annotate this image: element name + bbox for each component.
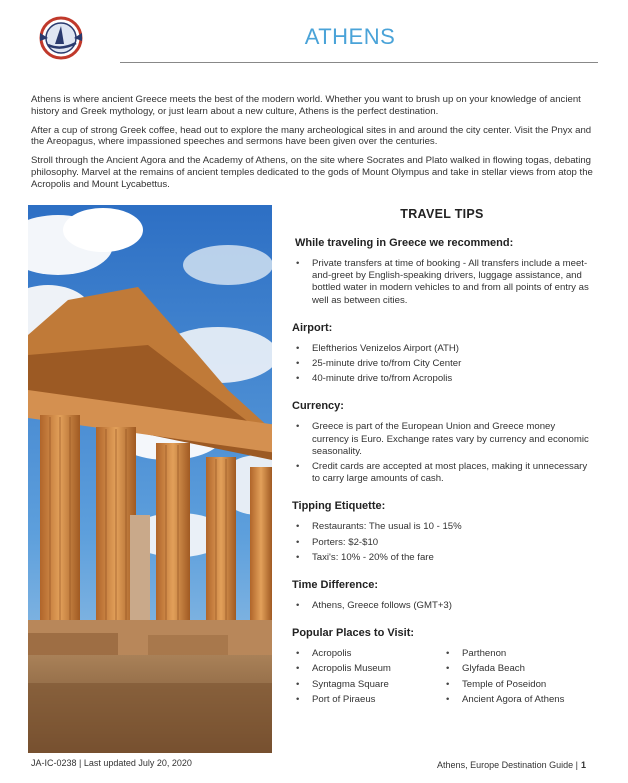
tipping-list [292, 521, 592, 564]
list-item: • 40-minute drive to/from Acropolis [292, 373, 592, 385]
tipping-heading: Tipping Etiquette: [292, 500, 386, 513]
airport-heading: Airport: [292, 321, 333, 334]
footer-guide-label: Athens, Europe Destination Guide | [437, 760, 578, 770]
list-item: • Greece is part of the European Union and Greece money currency is Euro. Exchange rates vary by currency and economic seasonality. [292, 421, 592, 458]
list-item: • Athens, Greece follows (GMT+3) [292, 600, 592, 612]
list-item: • Acropolis [292, 648, 442, 660]
list-item: • Eleftherios Venizelos Airport (ATH) [292, 343, 592, 355]
list-item: • Glyfada Beach [442, 663, 592, 675]
recommend-heading: While traveling in Greece we recommend: [295, 237, 514, 249]
list-item: • Acropolis Museum [292, 663, 442, 675]
list-item: • Restaurants: The usual is 10 - 15% [292, 521, 592, 533]
places-list [292, 648, 592, 709]
list-item: • Taxi's: 10% - 20% of the fare [292, 552, 592, 564]
time-list [292, 600, 592, 612]
intro-text [31, 94, 597, 198]
footer-doc-id: JA-IC-0238 | Last updated July 20, 2020 [31, 758, 192, 768]
travel-tips-title: TRAVEL TIPS [400, 207, 484, 221]
intro-paragraph: Stroll through the Ancient Agora and the Academy of Athens, on the site where Socrates and Plato walked in flowing togas, debating philosophy. Marvel at the remains of ancient temples dedicated to the gods of Mount Olympus and take in stellar views from atop the Acropolis and Mount Lycabettus. [31, 155, 593, 190]
recommend-list [292, 258, 592, 307]
list-item: • 25-minute drive to/from City Center [292, 358, 592, 370]
list-item: • Credit cards are accepted at most places, making it unnecessary to carry large amounts of cash. [292, 461, 592, 485]
list-item: • Port of Piraeus [292, 694, 442, 706]
list-item: • Ancient Agora of Athens [442, 694, 592, 706]
title-divider [120, 62, 598, 63]
currency-heading: Currency: [292, 400, 344, 413]
page-number: 1 [580, 760, 586, 770]
company-logo [34, 13, 88, 63]
list-item: • Syntagma Square [292, 679, 442, 691]
places-heading: Popular Places to Visit: [292, 627, 415, 640]
list-item: • Private transfers at time of booking - All transfers include a meet-and-greet by English-speaking drivers, luggage assistance, and bottled water in modern vehicles to and from all points of entry as well as between cities. [292, 258, 592, 307]
list-item: • Parthenon [442, 648, 592, 660]
intro-paragraph: Athens is where ancient Greece meets the best of the modern world. Whether you want to brush up on your knowledge of ancient history and Greek mythology, or just learn about a new culture, Athens is the perfect destination. [31, 94, 581, 117]
places-column-right [442, 648, 592, 709]
places-column-left [292, 648, 442, 709]
intro-paragraph: After a cup of strong Greek coffee, head out to explore the many archeological sites in and around the city center. Visit the Pnyx and the Areopagus, where impassioned speeches and sermons have been given over the centuries. [31, 124, 592, 148]
airport-list [292, 343, 592, 386]
footer-guide [437, 760, 586, 770]
travel-tips [292, 205, 592, 709]
parthenon-photo [28, 205, 272, 753]
currency-list [292, 421, 592, 485]
list-item: • Temple of Poseidon [442, 679, 592, 691]
time-heading: Time Difference: [292, 579, 378, 592]
page-title: ATHENS [304, 24, 396, 49]
list-item: • Porters: $2-$10 [292, 537, 592, 549]
